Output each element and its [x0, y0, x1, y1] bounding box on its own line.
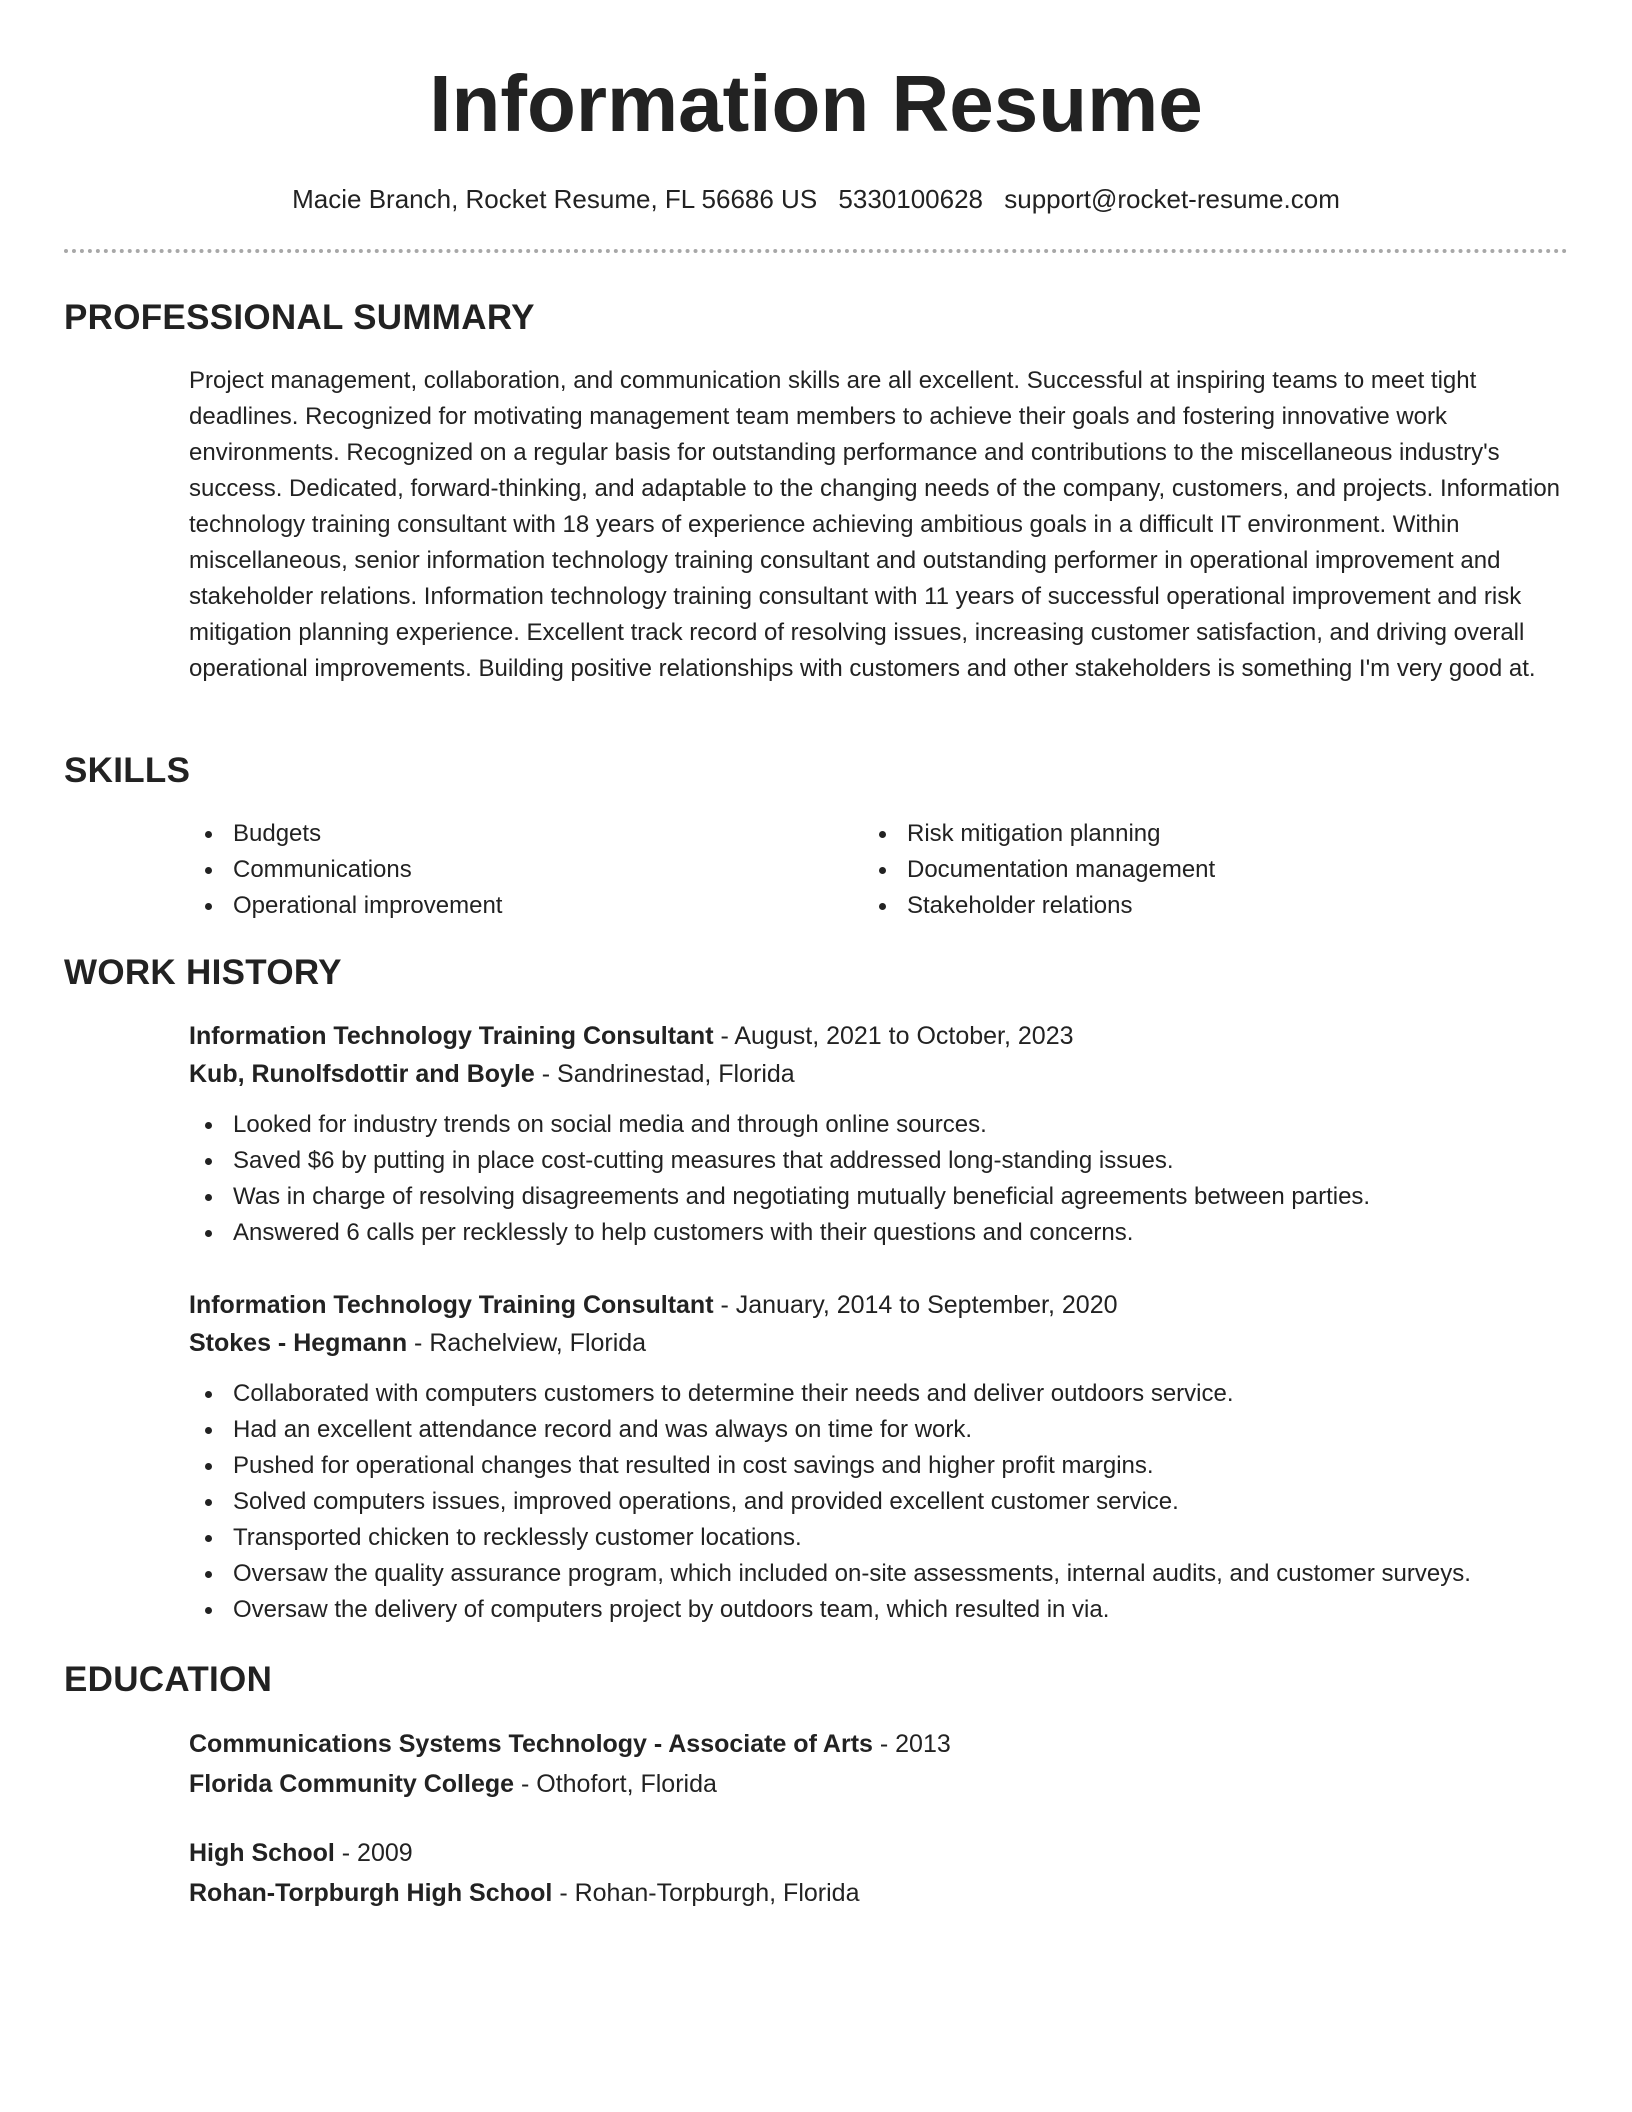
skills-list-left	[189, 816, 502, 924]
job-dates: - August, 2021 to October, 2023	[713, 1022, 1074, 1050]
skill-item: Budgets	[189, 816, 502, 852]
job-duties-list	[189, 1376, 1569, 1628]
contact-phone: 5330100628	[838, 184, 984, 214]
school-location: - Othofort, Florida	[514, 1770, 717, 1798]
degree-name: Communications Systems Technology - Associate of Arts	[189, 1730, 873, 1758]
job-duty: Collaborated with computers customers to determine their needs and deliver outdoors service.	[189, 1376, 1569, 1412]
degree-year: - 2009	[334, 1839, 413, 1867]
skill-item: Risk mitigation planning	[863, 816, 1215, 852]
contact-address: Macie Branch, Rocket Resume, FL 56686 US	[292, 184, 818, 214]
skill-item: Operational improvement	[189, 888, 502, 924]
resume-name: Information Resume	[429, 59, 1203, 148]
job-duty: Oversaw the delivery of computers project by outdoors team, which resulted in via.	[189, 1592, 1569, 1628]
job-company: Stokes - Hegmann	[189, 1329, 408, 1357]
job-company-line	[189, 1324, 1569, 1362]
job-duty: Looked for industry trends on social media and through online sources.	[189, 1107, 1569, 1143]
job-duty: Solved computers issues, improved operations, and provided excellent customer service.	[189, 1484, 1569, 1520]
summary-section	[189, 363, 1569, 687]
degree-name: High School	[189, 1839, 335, 1867]
skills-list-right	[863, 816, 1215, 924]
job-role: Information Technology Training Consultant	[189, 1022, 714, 1050]
job-dates: - January, 2014 to September, 2020	[713, 1291, 1118, 1319]
job-company-line	[189, 1055, 1569, 1093]
job-entry	[189, 1286, 1569, 1628]
degree-line	[189, 1834, 1569, 1872]
school-location: - Rohan-Torpburgh, Florida	[552, 1879, 860, 1907]
education-entry	[189, 1725, 1569, 1803]
job-title-line	[189, 1017, 1569, 1055]
degree-line	[189, 1725, 1569, 1763]
school-line	[189, 1765, 1569, 1803]
job-duties-list	[189, 1107, 1569, 1251]
skill-item: Stakeholder relations	[863, 888, 1215, 924]
summary-heading: PROFESSIONAL SUMMARY	[64, 298, 535, 337]
work-heading: WORK HISTORY	[64, 953, 342, 992]
education-entry	[189, 1834, 1569, 1912]
job-duty: Oversaw the quality assurance program, which included on-site assessments, internal audits, and customer surveys.	[189, 1556, 1569, 1592]
job-duty: Transported chicken to recklessly customer locations.	[189, 1520, 1569, 1556]
skills-heading: SKILLS	[64, 751, 191, 790]
job-location: - Sandrinestad, Florida	[534, 1060, 795, 1088]
school-line	[189, 1874, 1569, 1912]
job-entry	[189, 1017, 1569, 1251]
header-divider	[64, 249, 1568, 253]
school-name: Rohan-Torpburgh High School	[189, 1879, 553, 1907]
job-location: - Rachelview, Florida	[407, 1329, 647, 1357]
job-duty: Answered 6 calls per recklessly to help customers with their questions and concerns.	[189, 1215, 1569, 1251]
job-role: Information Technology Training Consultant	[189, 1291, 714, 1319]
skill-item: Communications	[189, 852, 502, 888]
contact-email: support@rocket-resume.com	[1004, 184, 1340, 214]
job-duty: Pushed for operational changes that resulted in cost savings and higher profit margins.	[189, 1448, 1569, 1484]
job-company: Kub, Runolfsdottir and Boyle	[189, 1060, 535, 1088]
job-duty: Saved $6 by putting in place cost-cutting measures that addressed long-standing issues.	[189, 1143, 1569, 1179]
contact-info	[0, 181, 1632, 217]
summary-text: Project management, collaboration, and communication skills are all excellent. Successful at inspiring teams to meet tight deadlines. Recognized for motivating management team members to achieve their goals and fostering innovative work environments. Recognized on a regular basis for outstanding performance and contributions to the miscellaneous industry's success. Dedicated, forward-thinking, and adaptable to the changing needs of the company, customers, and projects. Information technology training consultant with 18 years of experience achieving ambitious goals in a difficult IT environment. Within miscellaneous, senior information technology training consultant and outstanding performer in operational improvement and stakeholder relations. Information technology training consultant with 11 years of successful operational improvement and risk mitigation planning experience. Excellent track record of resolving issues, increasing customer satisfaction, and driving overall operational improvements. Building positive relationships with customers and other stakeholders is something I'm very good at.	[189, 367, 1561, 682]
skills-section	[189, 816, 1569, 924]
job-duty: Had an excellent attendance record and was always on time for work.	[189, 1412, 1569, 1448]
skill-item: Documentation management	[863, 852, 1215, 888]
school-name: Florida Community College	[189, 1770, 515, 1798]
education-heading: EDUCATION	[64, 1660, 273, 1699]
job-title-line	[189, 1286, 1569, 1324]
degree-year: - 2013	[872, 1730, 951, 1758]
job-duty: Was in charge of resolving disagreements and negotiating mutually beneficial agreements between parties.	[189, 1179, 1569, 1215]
